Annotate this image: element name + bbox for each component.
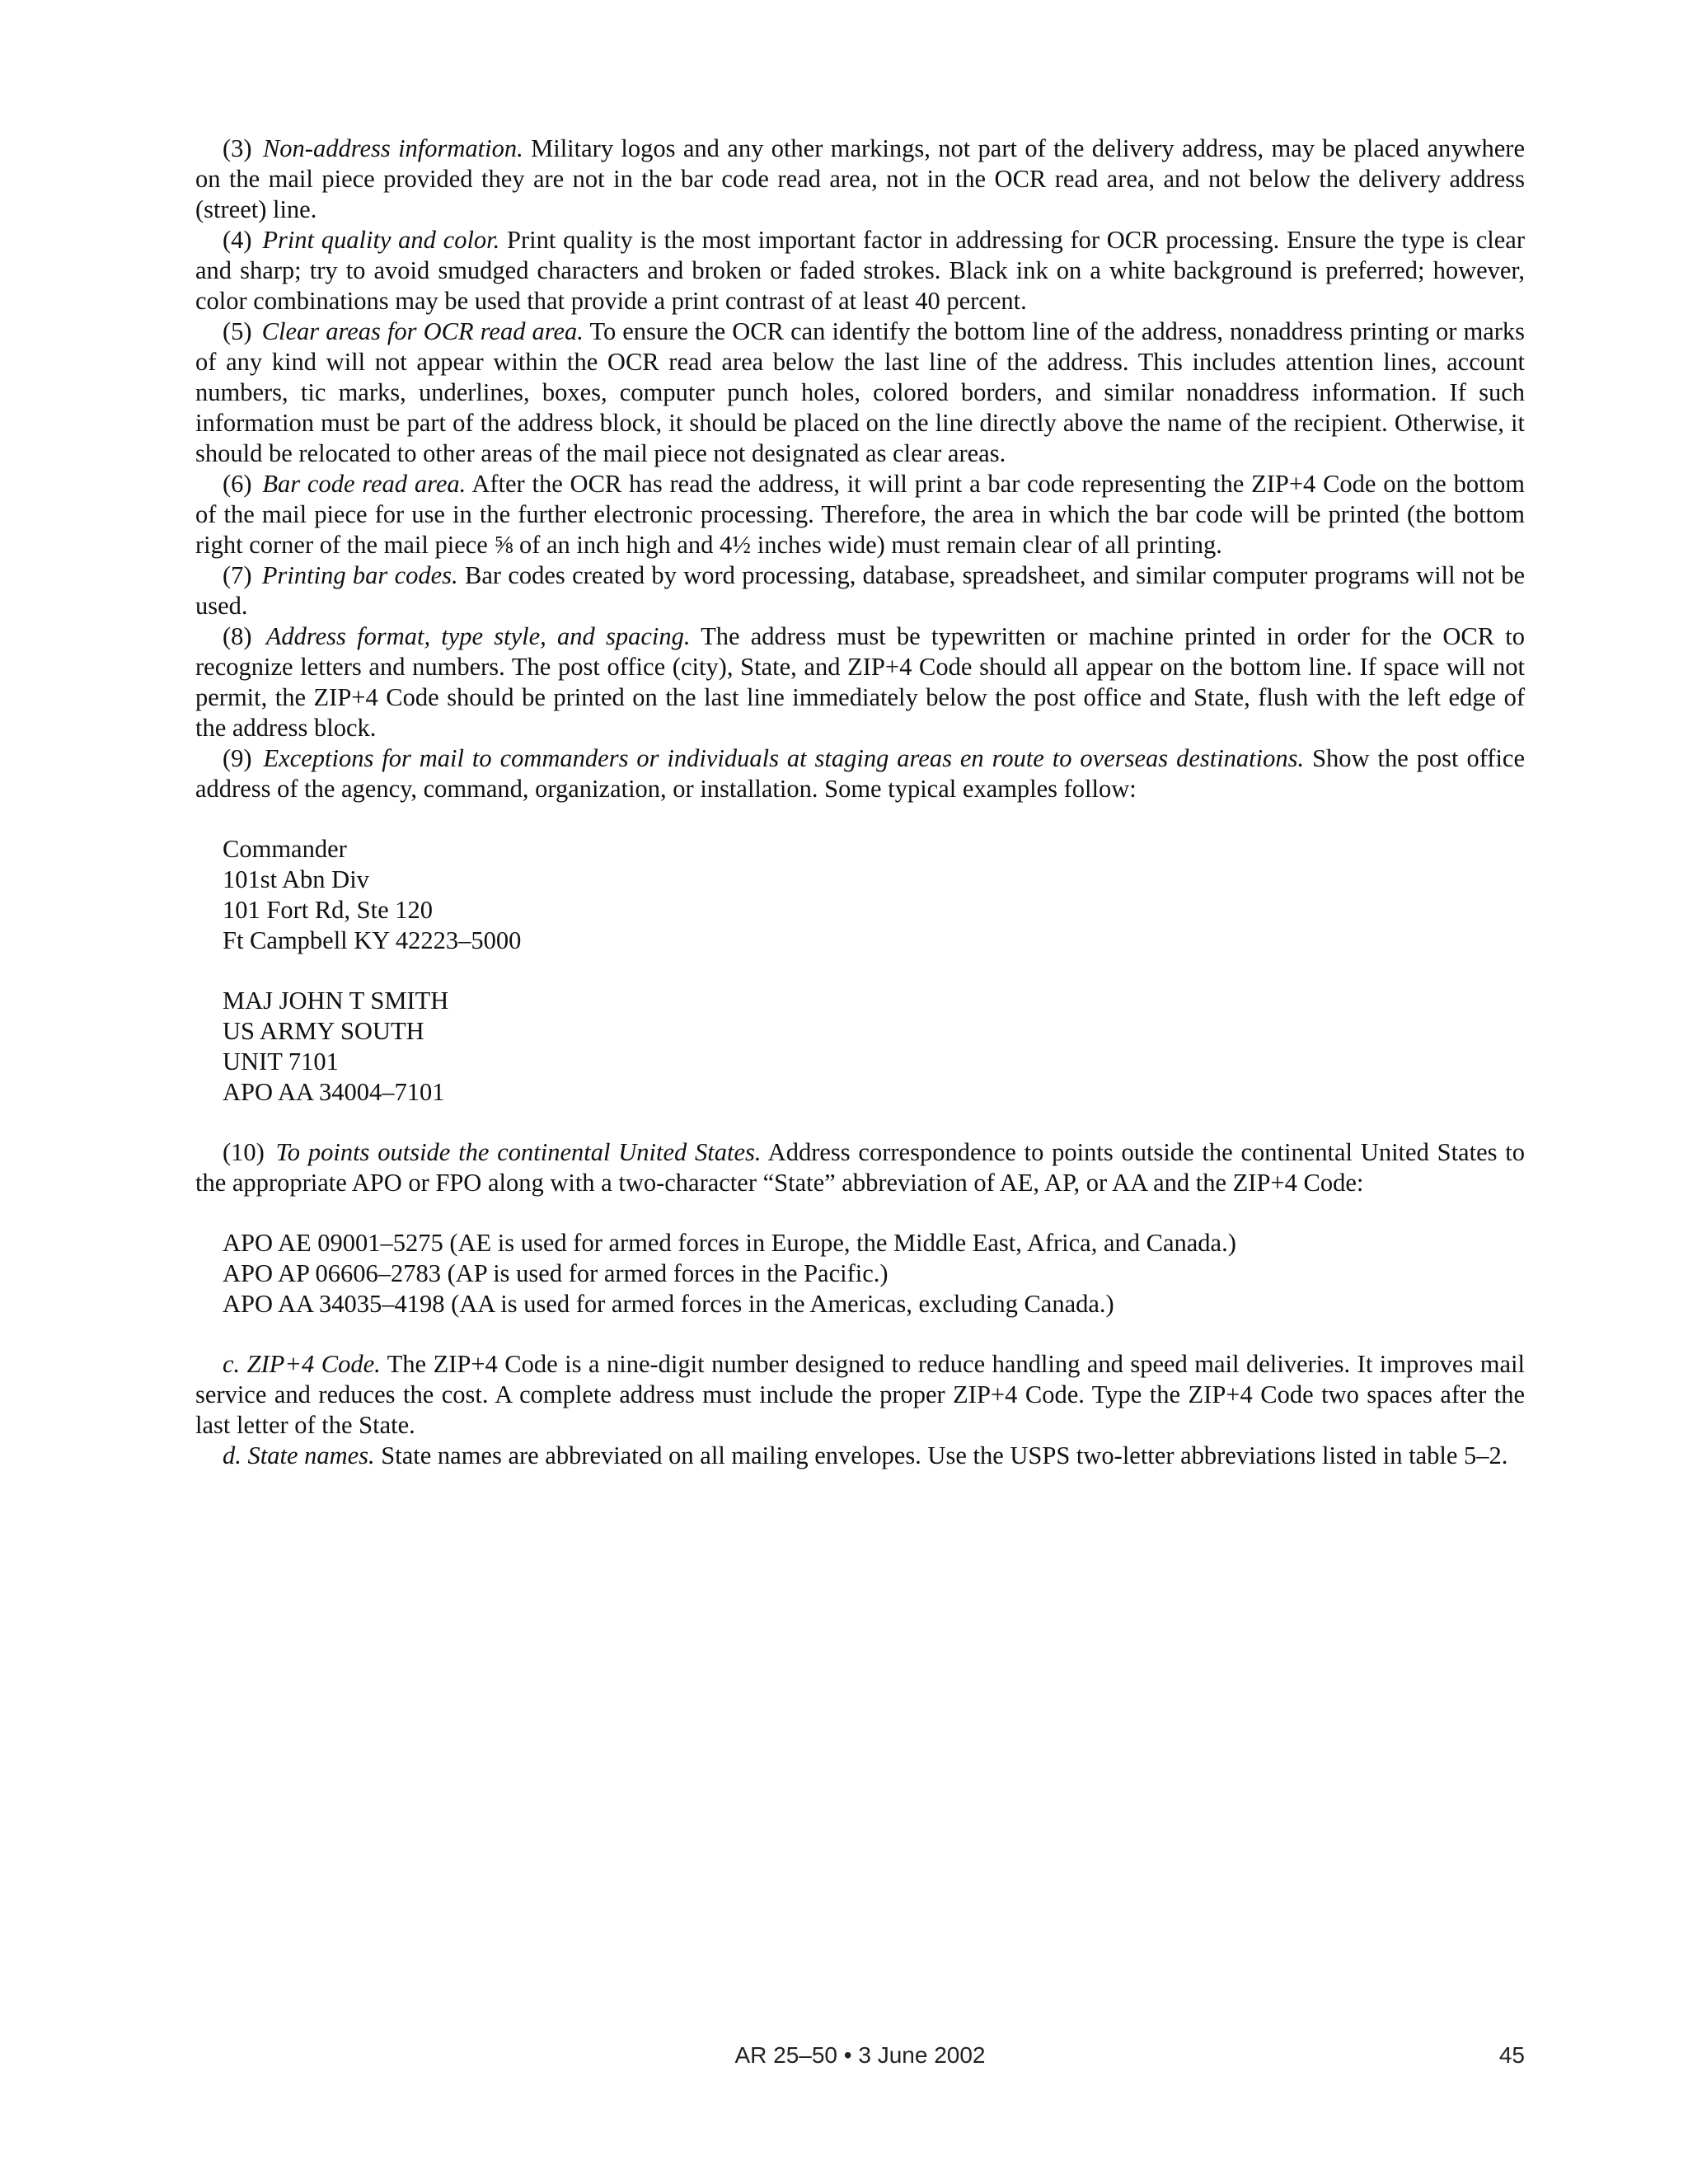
paragraph-text: The ZIP+4 Code is a nine-digit number designed to reduce handling and speed mail deliveries. It improves mail service and reduces the cost. A complete address must include the proper ZIP+4 Code. Type the ZIP+4 Code two spaces after the last letter of the State. <box>195 1350 1525 1439</box>
paragraph-number: (4) <box>223 226 252 254</box>
paragraph-5 <box>195 316 1525 469</box>
address-line: Ft Campbell KY 42223–5000 <box>223 926 522 954</box>
paragraph-zip-code <box>195 1349 1525 1441</box>
paragraph-4 <box>195 225 1525 316</box>
paragraph-10 <box>195 1137 1525 1198</box>
paragraph-number: (7) <box>223 561 252 589</box>
paragraph-3 <box>195 134 1525 225</box>
paragraph-text: Bar codes created by word processing, database, spreadsheet, and similar computer programs will not be used. <box>195 561 1525 620</box>
paragraph-text: The address must be typewritten or machine printed in order for the OCR to recognize letters and numbers. The post office (city), State, and ZIP+4 Code should all appear on the bottom line. If space will not permit, the ZIP+4 Code should be printed on the last line immediately below the post office and State, flush with the left edge of the address block. <box>195 622 1525 742</box>
paragraph-title: c. ZIP+4 Code. <box>223 1350 381 1378</box>
apo-example-line: APO AA 34035–4198 (AA is used for armed forces in the Americas, excluding Canada.) <box>223 1290 1114 1318</box>
paragraph-text: State names are abbreviated on all mailing envelopes. Use the USPS two-letter abbreviations listed in table 5–2. <box>374 1441 1508 1469</box>
document-body <box>195 134 1525 1471</box>
address-example-individual <box>223 986 1525 1108</box>
paragraph-number: (3) <box>223 134 252 162</box>
paragraph-text: After the OCR has read the address, it will print a bar code representing the ZIP+4 Code on the bottom of the mail piece for use in the further electronic processing. Therefore, the area in which the bar code will be printed (the bottom right corner of the mail piece ⅝ of an inch high and 4½ inches wide) must remain clear of all printing. <box>195 470 1526 559</box>
paragraph-title: Address format, type style, and spacing. <box>265 622 691 650</box>
paragraph-7 <box>195 560 1525 621</box>
paragraph-number: (8) <box>223 622 252 650</box>
paragraph-9 <box>195 743 1525 804</box>
paragraph-number: (10) <box>223 1138 265 1166</box>
apo-example-line: APO AP 06606–2783 (AP is used for armed forces in the Pacific.) <box>223 1259 889 1287</box>
paragraph-6 <box>195 469 1525 560</box>
address-line: MAJ JOHN T SMITH <box>223 987 449 1015</box>
address-line: US ARMY SOUTH <box>223 1017 424 1045</box>
paragraph-text: Military logos and any other markings, not part of the delivery address, may be placed anywhere on the mail piece provided they are not in the bar code read area, not in the OCR read area, and not below the delivery address (street) line. <box>195 134 1526 223</box>
paragraph-title: d. State names. <box>223 1441 375 1469</box>
paragraph-title: Bar code read area. <box>262 470 467 498</box>
paragraph-title: Clear areas for OCR read area. <box>261 317 584 345</box>
apo-examples <box>223 1228 1525 1319</box>
paragraph-number: (5) <box>223 317 252 345</box>
address-example-commander <box>223 834 1525 956</box>
paragraph-8 <box>195 621 1525 743</box>
page-footer <box>195 2042 1525 2075</box>
address-line: 101st Abn Div <box>223 865 369 893</box>
address-line: Commander <box>223 835 347 863</box>
page-number: 45 <box>1498 2042 1525 2068</box>
apo-example-line: APO AE 09001–5275 (AE is used for armed forces in Europe, the Middle East, Africa, and Canada.) <box>223 1229 1236 1257</box>
paragraph-number: (6) <box>223 470 252 498</box>
paragraph-number: (9) <box>223 744 252 772</box>
paragraph-title: Non-address information. <box>262 134 523 162</box>
paragraph-state-names <box>195 1441 1525 1471</box>
paragraph-title: Exceptions for mail to commanders or individuals at staging areas en route to overseas destinations. <box>263 744 1305 772</box>
footer-document-id: AR 25–50 • 3 June 2002 <box>734 2042 986 2068</box>
paragraph-title: Printing bar codes. <box>261 561 458 589</box>
address-line: APO AA 34004–7101 <box>223 1078 445 1106</box>
paragraph-text: Print quality is the most important factor in addressing for OCR processing. Ensure the type is clear and sharp; try to avoid smudged characters and broken or faded strokes. Black ink on a white background is preferred; however, color combinations may be used that provide a print contrast of at least 40 percent. <box>195 226 1525 315</box>
paragraph-text: To ensure the OCR can identify the bottom line of the address, nonaddress printing or marks of any kind will not appear within the OCR read area below the last line of the address. This includes attention lines, account numbers, tic marks, underlines, boxes, computer punch holes, colored borders, and similar nonaddress information. If such information must be part of the address block, it should be placed on the line directly above the name of the recipient. Otherwise, it should be relocated to other areas of the mail piece not designated as clear areas. <box>195 317 1526 467</box>
paragraph-text: Address correspondence to points outside the continental United States to the appropriate APO or FPO along with a two-character “State” abbreviation of AE, AP, or AA and the ZIP+4 Code: <box>195 1138 1526 1197</box>
address-line: UNIT 7101 <box>223 1047 339 1076</box>
paragraph-title: Print quality and color. <box>262 226 500 254</box>
paragraph-title: To points outside the continental United States. <box>275 1138 762 1166</box>
paragraph-text: Show the post office address of the agency, command, organization, or installation. Some typical examples follow: <box>195 744 1526 803</box>
address-line: 101 Fort Rd, Ste 120 <box>223 896 434 924</box>
